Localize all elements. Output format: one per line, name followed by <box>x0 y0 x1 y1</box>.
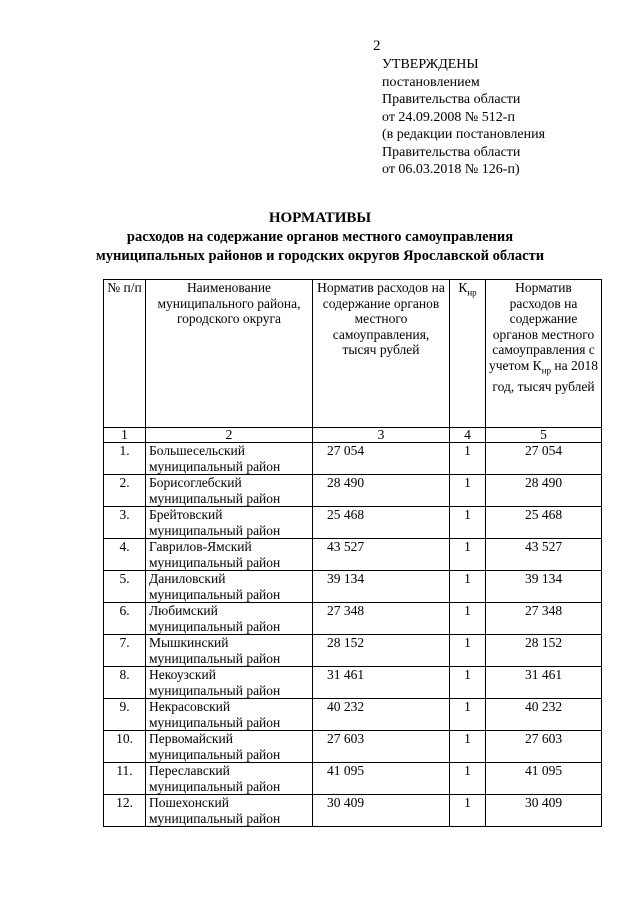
row-norm-adjusted-value: 27 348 <box>486 603 602 635</box>
header-name: Наименование муниципального района, городского округа <box>146 280 313 428</box>
row-norm-adjusted-value: 43 527 <box>486 539 602 571</box>
document-title: НОРМАТИВЫ <box>268 210 372 226</box>
row-number: 8. <box>104 667 146 699</box>
row-number: 12. <box>104 795 146 827</box>
document-subtitle-line: расходов на содержание органов местного самоуправления <box>126 229 514 245</box>
table-row <box>104 507 602 539</box>
header-coefficient-main: К <box>458 280 468 295</box>
row-number: 4. <box>104 539 146 571</box>
header-norm: Норматив расходов на содержание органов местного самоуправления, тысяч рублей <box>313 280 450 428</box>
row-coefficient: 1 <box>450 731 486 763</box>
table-row <box>104 571 602 603</box>
row-district-name: Борисоглебский муниципальный район <box>146 475 313 507</box>
approval-block <box>382 56 545 179</box>
norms-table <box>103 279 602 827</box>
table-row <box>104 475 602 507</box>
table-row <box>104 763 602 795</box>
document-subtitle-line: муниципальных районов и городских округов Ярославской области <box>95 248 545 264</box>
row-number: 10. <box>104 731 146 763</box>
row-district-name: Гаврилов-Ямский муниципальный район <box>146 539 313 571</box>
header-norm-adjusted-a: Норматив расходов на содержание органов местного самоуправления с учетом К <box>489 280 595 373</box>
row-district-name: Первомайский муниципальный район <box>146 731 313 763</box>
table-row <box>104 603 602 635</box>
row-norm-value: 30 409 <box>313 795 450 827</box>
column-number: 1 <box>104 428 146 443</box>
column-number: 2 <box>146 428 313 443</box>
row-coefficient: 1 <box>450 763 486 795</box>
table-row <box>104 635 602 667</box>
row-coefficient: 1 <box>450 603 486 635</box>
row-norm-adjusted-value: 30 409 <box>486 795 602 827</box>
row-norm-value: 28 152 <box>313 635 450 667</box>
row-number: 2. <box>104 475 146 507</box>
header-norm-adjusted <box>486 280 602 428</box>
row-number: 5. <box>104 571 146 603</box>
column-number: 4 <box>450 428 486 443</box>
page-number: 2 <box>373 38 381 54</box>
approval-line: от 24.09.2008 № 512-п <box>382 109 515 125</box>
row-coefficient: 1 <box>450 795 486 827</box>
row-norm-value: 27 054 <box>313 443 450 475</box>
row-number: 6. <box>104 603 146 635</box>
column-numbers-row <box>104 428 602 443</box>
row-norm-value: 43 527 <box>313 539 450 571</box>
row-norm-adjusted-value: 40 232 <box>486 699 602 731</box>
header-norm-adjusted-b: на 2018 год, тысяч рублей <box>492 357 598 394</box>
row-norm-adjusted-value: 39 134 <box>486 571 602 603</box>
approval-line: Правительства области <box>382 92 521 107</box>
row-coefficient: 1 <box>450 539 486 571</box>
row-coefficient: 1 <box>450 475 486 507</box>
column-number: 5 <box>486 428 602 443</box>
row-norm-value: 27 603 <box>313 731 450 763</box>
row-norm-adjusted-value: 41 095 <box>486 763 602 795</box>
row-coefficient: 1 <box>450 667 486 699</box>
row-coefficient: 1 <box>450 635 486 667</box>
row-number: 9. <box>104 699 146 731</box>
row-norm-adjusted-value: 25 468 <box>486 507 602 539</box>
approval-line: постановлением <box>382 74 480 90</box>
row-norm-value: 25 468 <box>313 507 450 539</box>
row-norm-adjusted-value: 31 461 <box>486 667 602 699</box>
row-district-name: Мышкинский муниципальный район <box>146 635 313 667</box>
row-coefficient: 1 <box>450 571 486 603</box>
header-number: № п/п <box>104 280 146 428</box>
table-header-row <box>104 280 602 428</box>
row-district-name: Большесельский муниципальный район <box>146 443 313 475</box>
row-norm-adjusted-value: 28 490 <box>486 475 602 507</box>
row-norm-adjusted-value: 27 054 <box>486 443 602 475</box>
table-row <box>104 667 602 699</box>
row-norm-value: 28 490 <box>313 475 450 507</box>
column-number: 3 <box>313 428 450 443</box>
row-district-name: Некрасовский муниципальный район <box>146 699 313 731</box>
row-district-name: Пошехонский муниципальный район <box>146 795 313 827</box>
row-number: 1. <box>104 443 146 475</box>
row-norm-value: 40 232 <box>313 699 450 731</box>
row-number: 3. <box>104 507 146 539</box>
row-coefficient: 1 <box>450 699 486 731</box>
row-norm-value: 39 134 <box>313 571 450 603</box>
row-norm-value: 41 095 <box>313 763 450 795</box>
approval-line: УТВЕРЖДЕНЫ <box>382 57 479 72</box>
row-norm-adjusted-value: 27 603 <box>486 731 602 763</box>
table-row <box>104 443 602 475</box>
row-district-name: Переславский муниципальный район <box>146 763 313 795</box>
table-row <box>104 539 602 571</box>
header-coefficient-sub: нр <box>467 287 477 298</box>
table-row <box>104 795 602 827</box>
row-district-name: Некоузский муниципальный район <box>146 667 313 699</box>
row-district-name: Любимский муниципальный район <box>146 603 313 635</box>
row-coefficient: 1 <box>450 443 486 475</box>
approval-line: от 06.03.2018 № 126-п) <box>382 162 520 177</box>
approval-line: (в редакции постановления <box>382 127 546 142</box>
table-row <box>104 699 602 731</box>
header-coefficient <box>450 280 486 428</box>
row-norm-value: 27 348 <box>313 603 450 635</box>
row-district-name: Даниловский муниципальный район <box>146 571 313 603</box>
row-number: 7. <box>104 635 146 667</box>
row-norm-adjusted-value: 28 152 <box>486 635 602 667</box>
header-norm-adjusted-sub: нр <box>541 365 552 376</box>
approval-line: Правительства области <box>382 144 521 160</box>
row-number: 11. <box>104 763 146 795</box>
row-district-name: Брейтовский муниципальный район <box>146 507 313 539</box>
row-coefficient: 1 <box>450 507 486 539</box>
table-row <box>104 731 602 763</box>
row-norm-value: 31 461 <box>313 667 450 699</box>
